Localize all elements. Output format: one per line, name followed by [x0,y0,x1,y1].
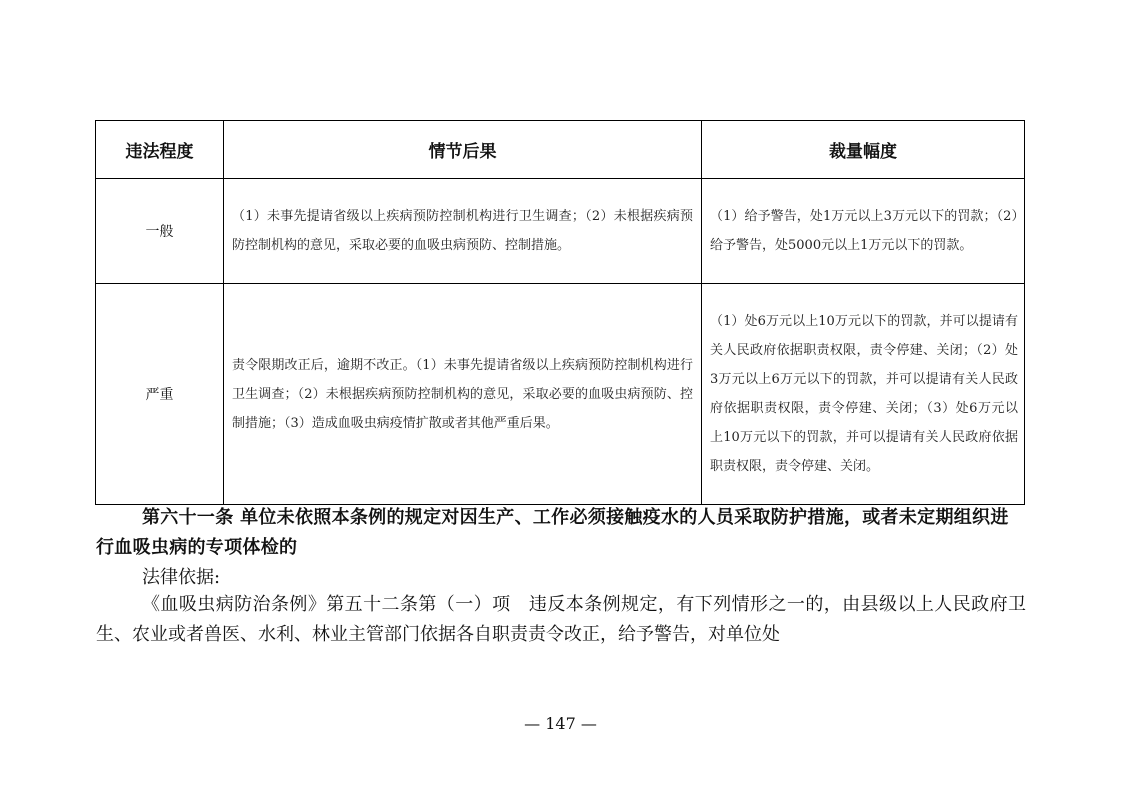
header-circumstances: 情节后果 [224,121,702,179]
circumstances-cell: 责令限期改正后，逾期不改正。（1）未事先提请省级以上疾病预防控制机构进行卫生调查；（2）未根据疾病预防控制机构的意见，采取必要的血吸虫病预防、控制措施；（3）造成血吸虫病疫情扩散或者其他严重后果。 [224,284,702,505]
discretion-cell: （1）处6万元以上10万元以下的罚款，并可以提请有关人民政府依据职责权限，责令停建、关闭；（2）处3万元以上6万元以下的罚款，并可以提请有关人民政府依据职责权限，责令停建、关闭；（3）处6万元以上10万元以下的罚款，并可以提请有关人民政府依据职责权限，责令停建、关闭。 [702,284,1025,505]
header-discretion: 裁量幅度 [702,121,1025,179]
table-row [96,284,1025,505]
table-row [96,179,1025,284]
violation-level-cell: 严重 [96,284,224,505]
legal-basis-label: 法律依据: [142,567,221,588]
discretion-cell: （1）给予警告，处1万元以上3万元以下的罚款；（2）给予警告，处5000元以上1万元以下的罚款。 [702,179,1025,284]
page-number: — 147 — [524,714,597,733]
article-heading: 第六十一条 单位未依照本条例的规定对因生产、工作必须接触疫水的人员采取防护措施，或者未定期组织进行血吸虫病的专项体检的 [96,507,1009,558]
header-violation-level: 违法程度 [96,121,224,179]
table-header-row [96,121,1025,179]
violation-level-cell: 一般 [96,179,224,284]
circumstances-cell: （1）未事先提请省级以上疾病预防控制机构进行卫生调查；（2）未根据疾病预防控制机构的意见，采取必要的血吸虫病预防、控制措施。 [224,179,702,284]
legal-basis-text: 《血吸虫病防治条例》第五十二条第（一）项 违反本条例规定，有下列情形之一的，由县级以上人民政府卫生、农业或者兽医、水利、林业主管部门依据各自职责责令改正，给予警告，对单位处 [96,594,1026,645]
penalty-table [95,120,1025,505]
